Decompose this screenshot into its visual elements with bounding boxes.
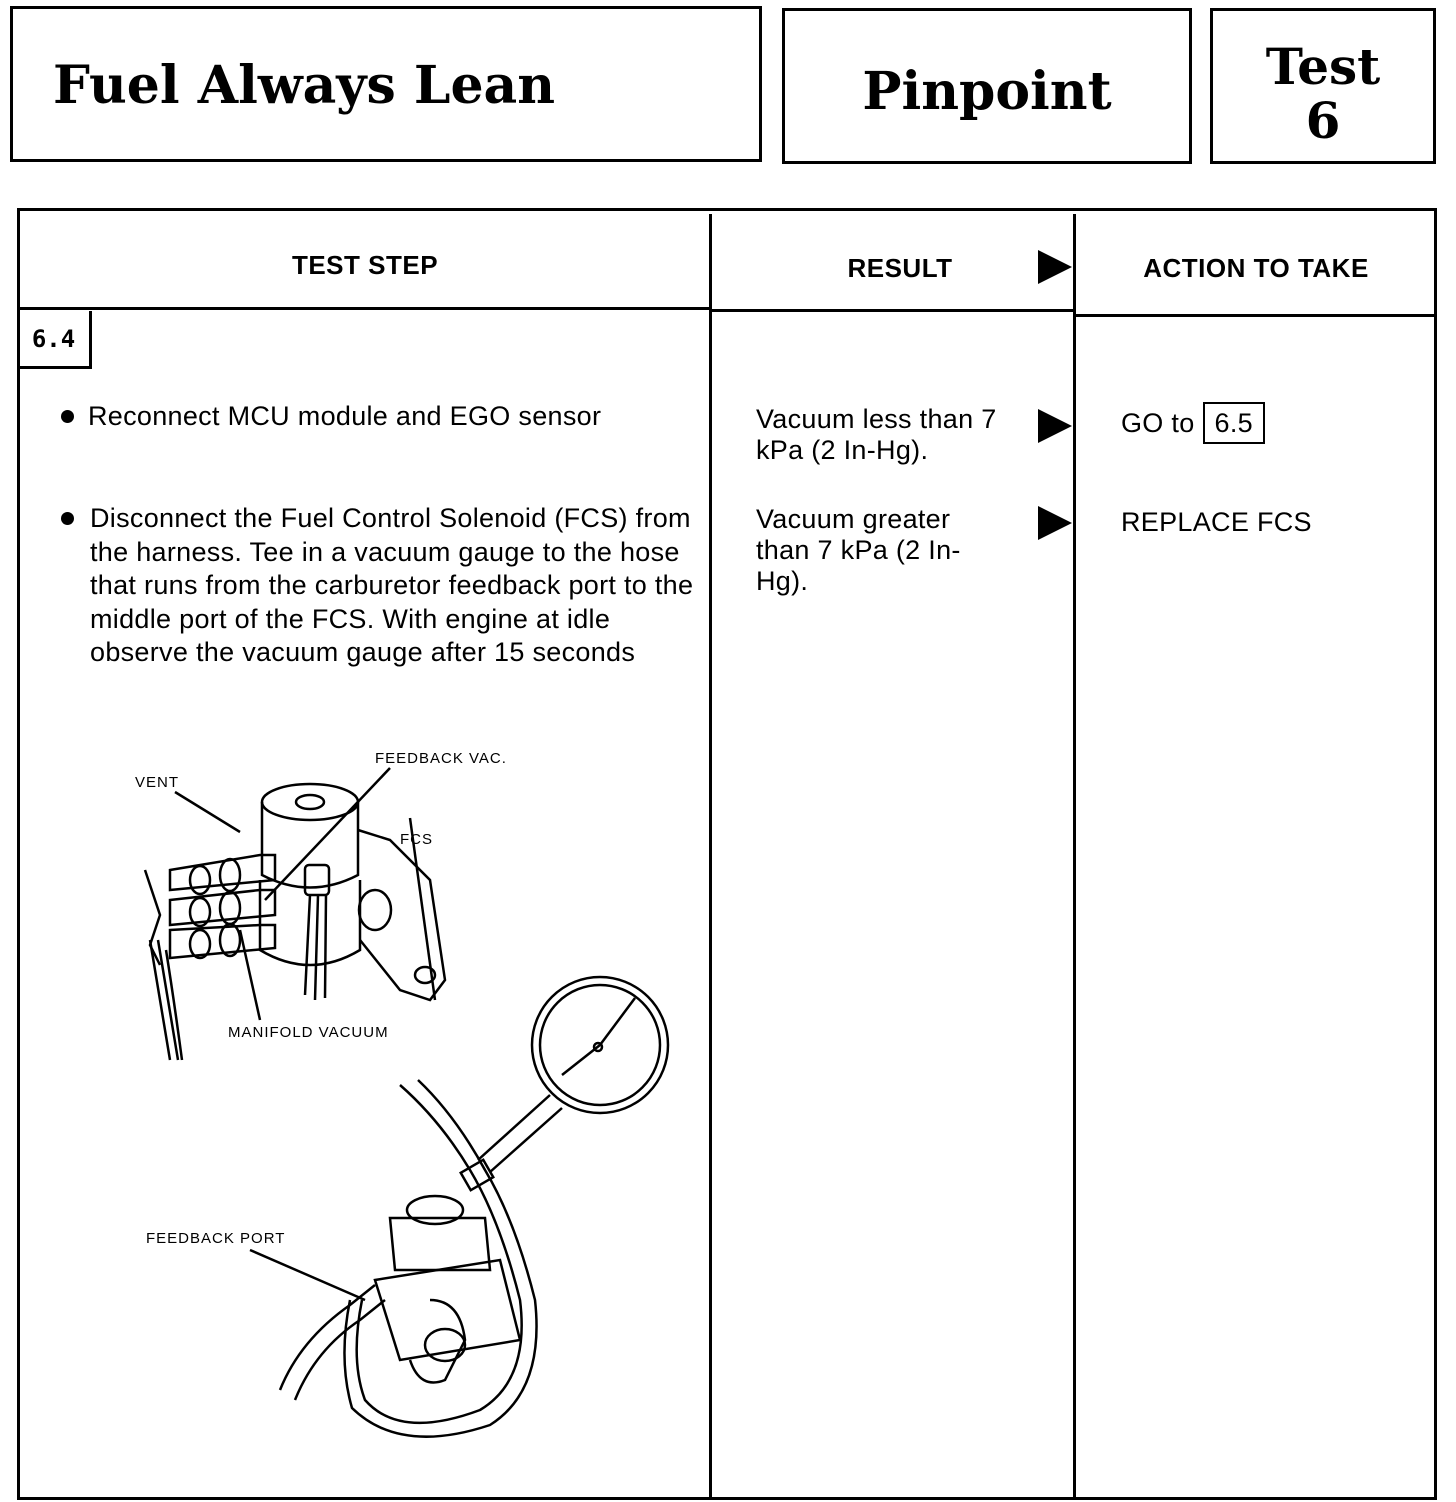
page-title: Fuel Always Lean (53, 55, 556, 116)
action-1 (1121, 402, 1265, 444)
step-number: 6.4 (18, 311, 92, 369)
label-feedback-vac: FEEDBACK VAC. (375, 750, 507, 767)
column-divider-2 (1073, 214, 1076, 1500)
action-1-text: GO to (1121, 408, 1195, 438)
test-number-box (1210, 8, 1436, 164)
fcs-vacuum-gauge-illustration (100, 740, 700, 1440)
instruction-2: Disconnect the Fuel Control Solenoid (FCS) from the harness. Tee in a vacuum gauge to the hose that runs from the carburetor feedback port to the middle port of the FCS. With engine at idle observe the vacuum gauge after 15 seconds (90, 503, 694, 667)
result-2: Vacuum greater than 7 kPa (2 In-Hg). (756, 504, 961, 596)
result-1: Vacuum less than 7 kPa (2 In-Hg). (756, 404, 997, 465)
bullet-icon (61, 512, 74, 525)
section-box (782, 8, 1192, 164)
arrow-icon (1038, 250, 1072, 284)
header-divider-left (17, 307, 712, 310)
action-2: REPLACE FCS (1121, 507, 1312, 537)
label-vent: VENT (135, 774, 180, 791)
col-header-action: ACTION TO TAKE (1143, 253, 1369, 283)
arrow-icon (1038, 409, 1072, 443)
test-number: 6 (1305, 91, 1341, 150)
label-fcs: FCS (400, 831, 433, 848)
label-manifold-vacuum: MANIFOLD VACUUM (228, 1024, 389, 1041)
goto-step-link[interactable]: 6.5 (1203, 402, 1265, 444)
header-divider-right (1073, 314, 1437, 317)
header-divider-mid (709, 309, 1075, 312)
bullet-icon (61, 410, 74, 423)
label-feedback-port: FEEDBACK PORT (146, 1230, 286, 1247)
instruction-1: Reconnect MCU module and EGO sensor (88, 401, 602, 431)
column-divider-1 (709, 214, 712, 1500)
arrow-icon (1038, 506, 1072, 540)
title-box (10, 6, 762, 162)
section-title: Pinpoint (862, 61, 1112, 122)
test-label: Test (1265, 37, 1381, 96)
col-header-test-step: TEST STEP (291, 250, 439, 280)
col-header-result: RESULT (847, 253, 953, 283)
